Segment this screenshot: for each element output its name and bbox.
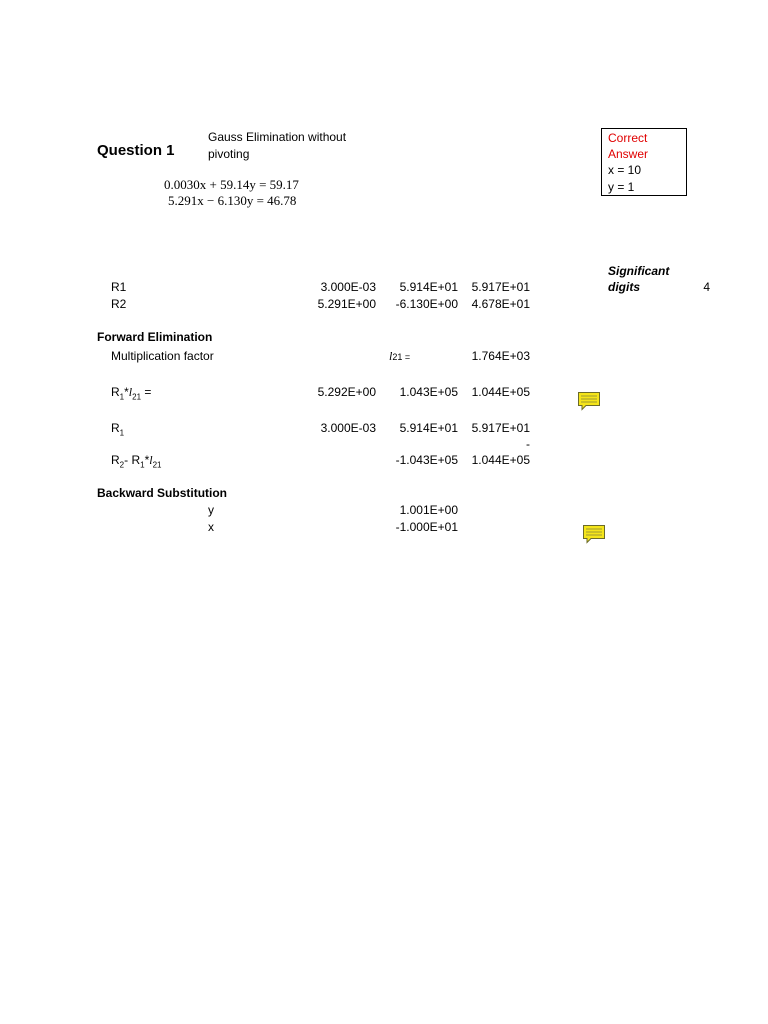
method-line-2: pivoting bbox=[208, 147, 250, 161]
equation-2: 5.291x − 6.130y = 46.78 bbox=[168, 193, 297, 208]
equation-1: 0.0030x + 59.14y = 59.17 bbox=[164, 177, 299, 192]
forward-elimination-heading: Forward Elimination bbox=[97, 330, 213, 344]
l21-subscript: 21 = bbox=[392, 352, 411, 362]
r1-label: $R_1$ bbox=[111, 421, 125, 438]
method-line-1: Gauss Elimination without bbox=[208, 130, 347, 144]
r1l21-c3: 1.044E+05 bbox=[471, 385, 530, 399]
multiplication-factor-label: Multiplication factor bbox=[111, 349, 214, 363]
correct-answer-heading-2: Answer bbox=[608, 147, 649, 161]
l21-symbol: l bbox=[389, 349, 393, 363]
row-r2-c3: 4.678E+01 bbox=[471, 297, 530, 311]
row-r1-c2: 5.914E+01 bbox=[399, 280, 458, 294]
l21-value: 1.764E+03 bbox=[471, 349, 530, 363]
row-r2-c1: 5.291E+00 bbox=[317, 297, 376, 311]
r2-minus-c3: 1.044E+05 bbox=[471, 453, 530, 467]
y-value: 1.001E+00 bbox=[399, 503, 458, 517]
sig-digits-label-1: Significant bbox=[608, 264, 670, 278]
r1-c1: 3.000E-03 bbox=[320, 421, 376, 435]
r2-minus-c2: -1.043E+05 bbox=[395, 453, 458, 467]
r2-minus-label: $R_2-$ $R_1*l_{21}$ bbox=[111, 453, 162, 470]
r1-c2: 5.914E+01 bbox=[399, 421, 458, 435]
y-label: y bbox=[208, 503, 214, 517]
l21-label bbox=[389, 348, 410, 365]
row-r2-label: R2 bbox=[111, 297, 127, 311]
correct-answer-heading-1: Correct bbox=[608, 131, 648, 145]
r1-c3: 5.917E+01 bbox=[471, 421, 530, 435]
correct-answer-box bbox=[601, 128, 687, 196]
backward-substitution-heading: Backward Substitution bbox=[97, 486, 228, 500]
sig-digits-value: 4 bbox=[703, 280, 710, 294]
row-r2-c2: -6.130E+00 bbox=[395, 297, 458, 311]
comment-icon[interactable] bbox=[577, 391, 601, 411]
r1l21-label: $R_1*l_{21}$ = bbox=[111, 385, 152, 402]
x-value: -1.000E+01 bbox=[395, 520, 458, 534]
correct-answer-y: y = 1 bbox=[608, 180, 635, 194]
minus-sign: - bbox=[526, 437, 530, 451]
row-r1-c1: 3.000E-03 bbox=[320, 280, 376, 294]
sig-digits-label-2: digits bbox=[608, 280, 640, 294]
r1l21-c1: 5.292E+00 bbox=[317, 385, 376, 399]
row-r1-label: R1 bbox=[111, 280, 127, 294]
x-label: x bbox=[208, 520, 214, 534]
row-r1-c3: 5.917E+01 bbox=[471, 280, 530, 294]
r1l21-c2: 1.043E+05 bbox=[399, 385, 458, 399]
comment-icon[interactable] bbox=[582, 524, 606, 544]
correct-answer-x: x = 10 bbox=[608, 163, 642, 177]
question-title: Question 1 bbox=[97, 142, 175, 159]
